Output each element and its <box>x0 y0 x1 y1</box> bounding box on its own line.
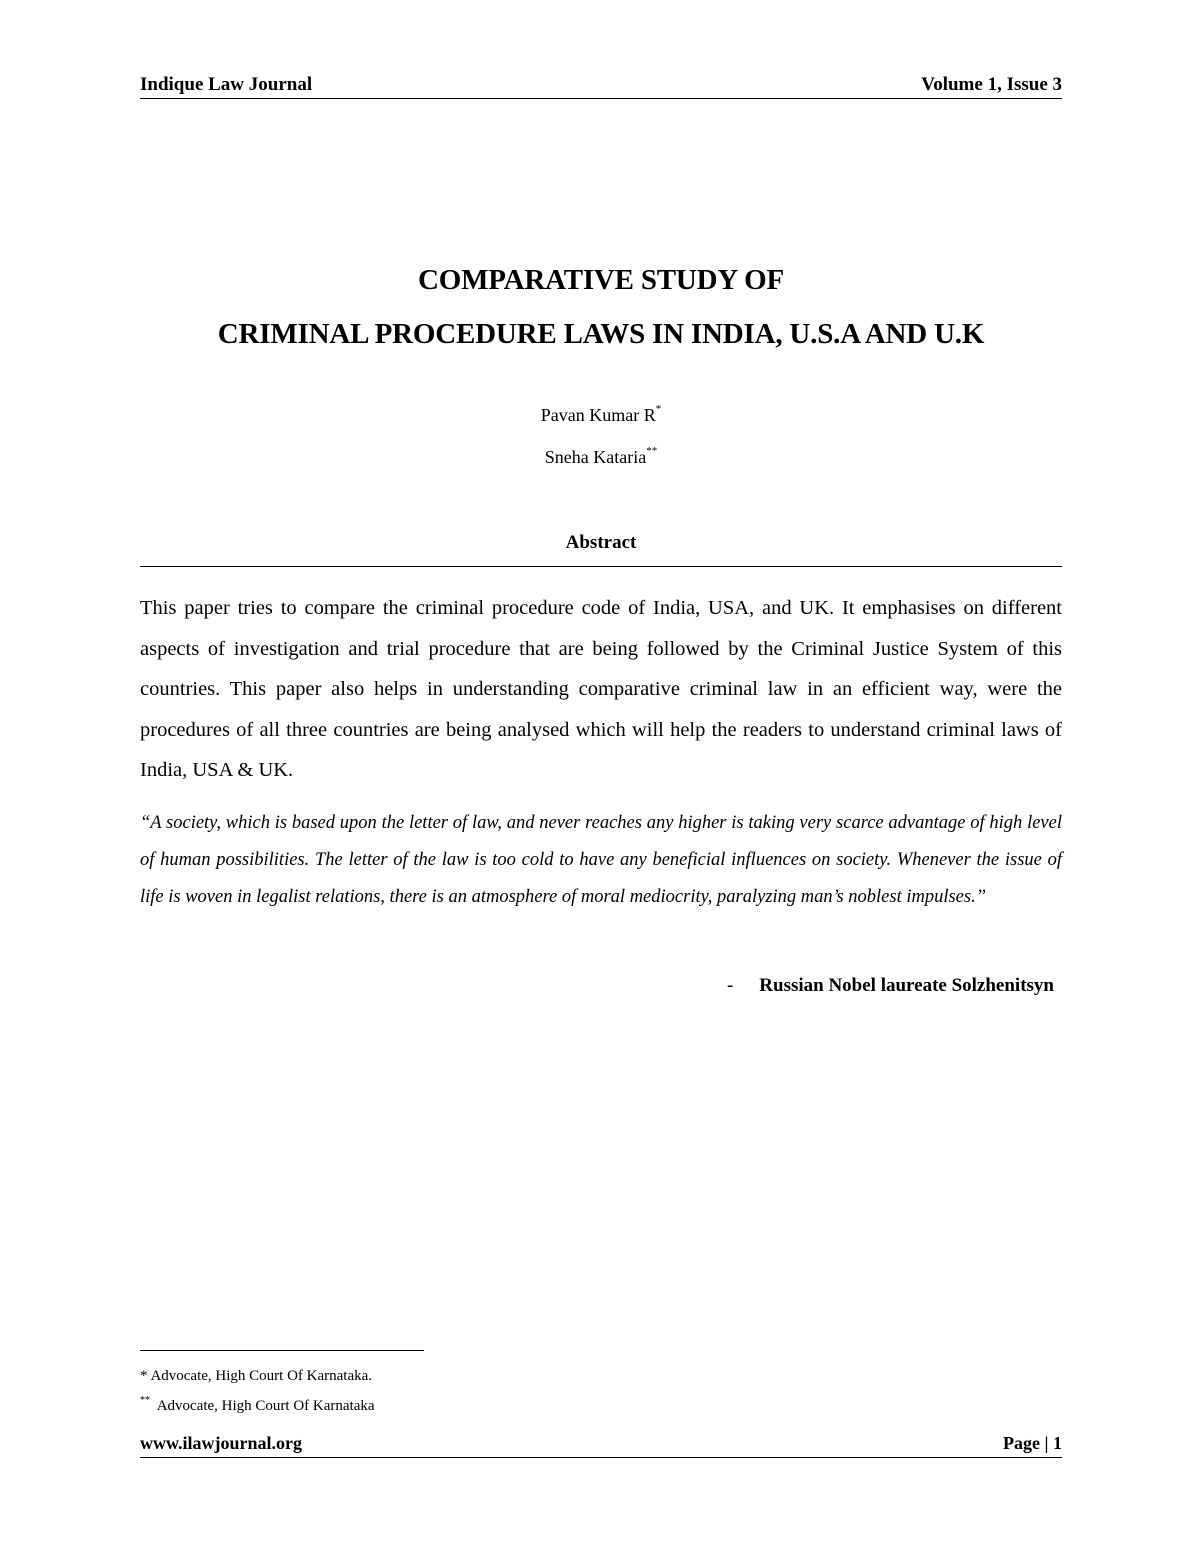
author-name: Sneha Kataria <box>544 447 647 467</box>
paper-title <box>140 253 1062 361</box>
page-number: Page | 1 <box>1003 1433 1062 1453</box>
journal-name: Indique Law Journal <box>140 74 313 95</box>
author-name: Pavan Kumar R <box>540 405 656 425</box>
title-line-2: CRIMINAL PROCEDURE LAWS IN INDIA, U.S.A AND U.K <box>217 318 985 350</box>
footnote-mark: * <box>140 1368 148 1384</box>
attribution-dash: - <box>726 975 734 996</box>
footnote-text: Advocate, High Court Of Karnataka. <box>150 1368 373 1384</box>
footnote-mark: ** <box>140 1395 150 1406</box>
volume-issue: Volume 1, Issue 3 <box>921 74 1062 95</box>
footnote-1 <box>140 1364 840 1389</box>
footnote-2 <box>140 1389 840 1419</box>
abstract-heading: Abstract <box>140 532 1062 567</box>
footnote-text: Advocate, High Court Of Karnataka <box>156 1398 375 1414</box>
author-footnote-mark: * <box>655 403 662 415</box>
footnotes <box>140 1364 840 1419</box>
abstract-text: This paper tries to compare the criminal procedure code of India, USA, and UK. It emphasises on different aspects of investigation and trial procedure that are being followed by the Criminal Justice System of this countries. This paper also helps in understanding comparative criminal law in an efficient way, were the procedures of all three countries are being analysed which will help the readers to understand criminal laws of India, USA & UK. <box>140 597 1062 781</box>
running-footer <box>140 1433 1062 1458</box>
author-1 <box>140 392 1062 434</box>
running-header <box>140 74 1062 99</box>
epigraph-quote: “A society, which is based upon the letter of law, and never reaches any higher is taking very scarce advantage of high level of human possibilities. The letter of the law is too cold to have any beneficial influences on society. Whenever the issue of life is woven in legalist relations, there is an atmosphere of moral mediocrity, paralyzing man’s noblest impulses.” <box>140 813 1062 907</box>
title-line-1: COMPARATIVE STUDY OF <box>417 264 785 296</box>
author-footnote-mark: ** <box>646 445 658 457</box>
author-2 <box>140 434 1062 476</box>
attribution-name: Russian Nobel laureate Solzhenitsyn <box>759 975 1054 996</box>
footnote-separator <box>140 1350 424 1351</box>
quote-attribution <box>727 975 1054 997</box>
author-list <box>140 392 1062 476</box>
journal-website: www.ilawjournal.org <box>140 1433 302 1453</box>
